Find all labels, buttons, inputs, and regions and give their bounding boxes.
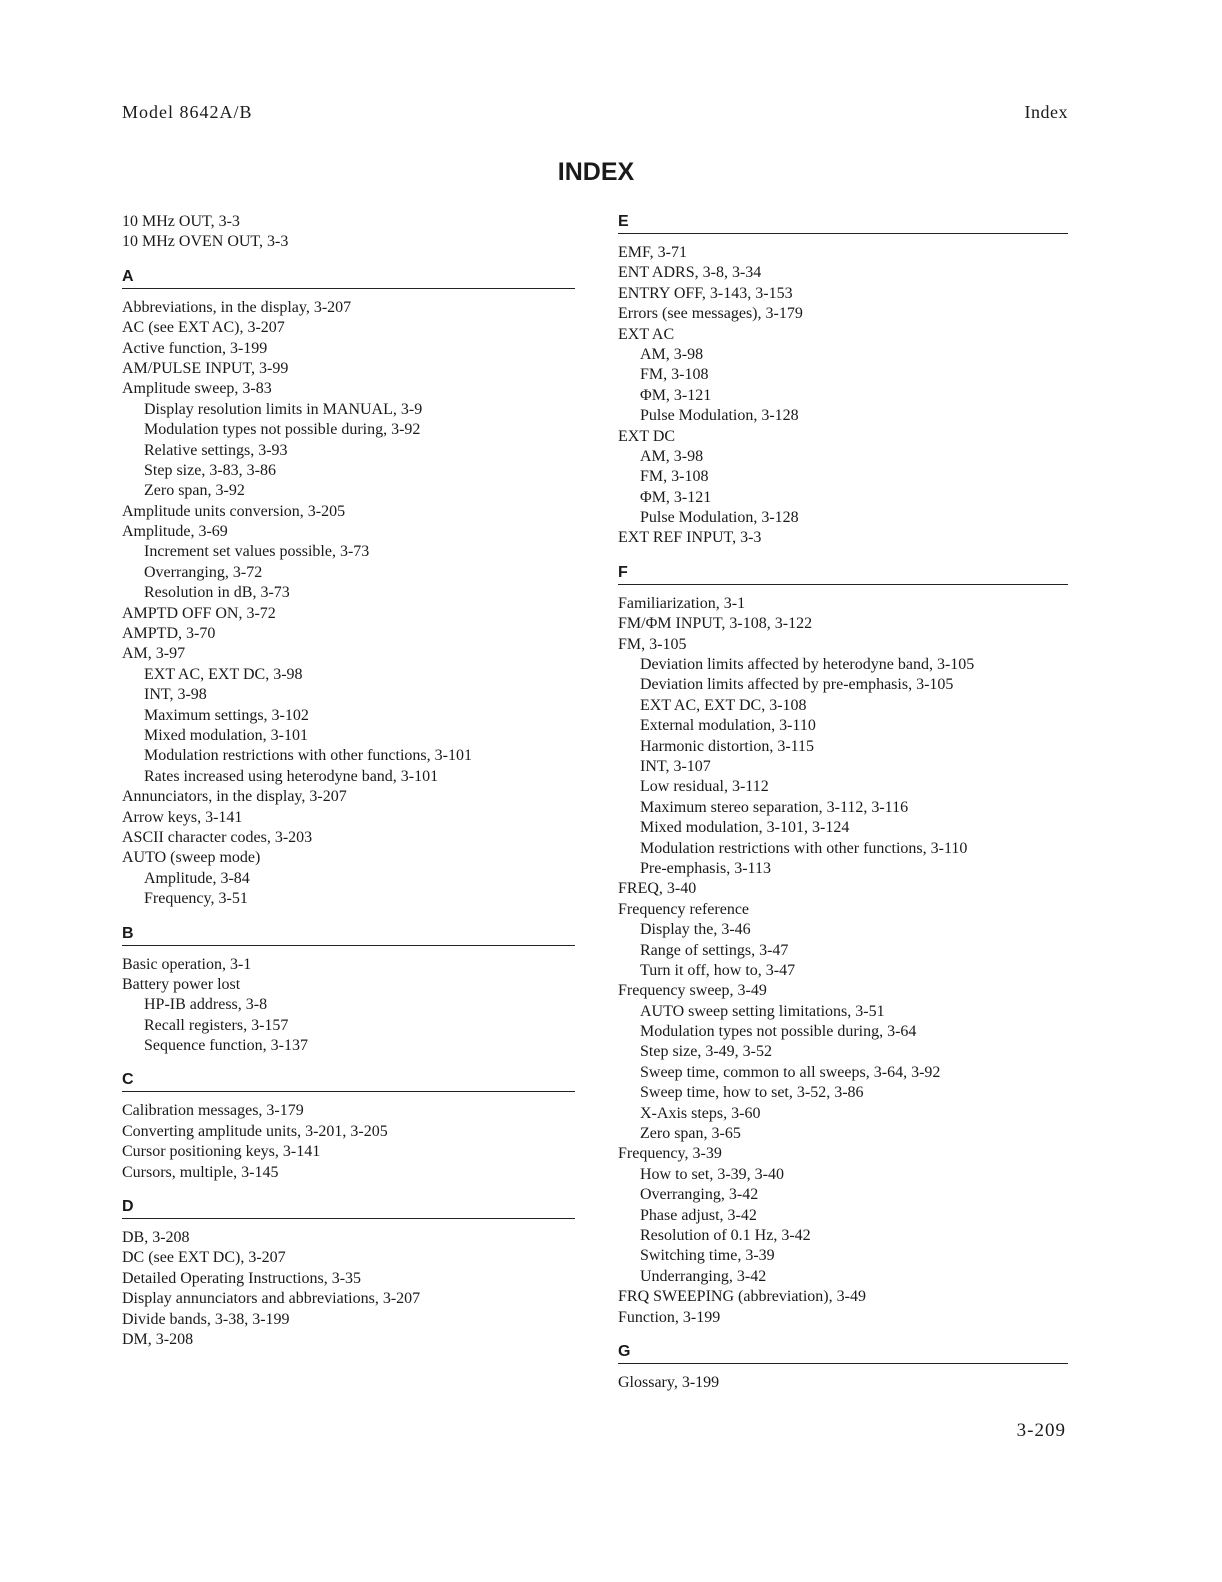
index-subentry: How to set, 3-39, 3-40	[640, 1165, 784, 1183]
section-divider	[618, 584, 1068, 585]
index-subentry: Sweep time, common to all sweeps, 3-64, 3-92	[640, 1063, 941, 1081]
index-entry: Basic operation, 3-1	[122, 955, 252, 973]
index-subentry: Overranging, 3-42	[640, 1186, 759, 1204]
index-subentry: Zero span, 3-92	[144, 482, 245, 500]
index-subentry: Underranging, 3-42	[640, 1267, 767, 1285]
index-entry: Display annunciators and abbreviations, 3-207	[122, 1290, 421, 1308]
section-divider	[122, 945, 575, 946]
index-subentry: Modulation types not possible during, 3-64	[640, 1023, 917, 1041]
index-subentry: Range of settings, 3-47	[640, 941, 789, 959]
section-letter: G	[618, 1342, 631, 1360]
index-entry: FREQ, 3-40	[618, 880, 697, 898]
index-entry: DM, 3-208	[122, 1330, 194, 1348]
index-subentry: Mixed modulation, 3-101	[144, 726, 308, 744]
index-entry: 10 MHz OVEN OUT, 3-3	[122, 233, 289, 251]
index-column-left	[122, 212, 575, 1350]
index-subentry: EXT AC, EXT DC, 3-108	[640, 696, 807, 714]
index-entry: Active function, 3-199	[122, 339, 268, 357]
index-entry: EXT DC	[618, 427, 676, 445]
index-entry: Cursor positioning keys, 3-141	[122, 1143, 321, 1161]
index-subentry: Maximum stereo separation, 3-112, 3-116	[640, 798, 909, 816]
index-entry: ASCII character codes, 3-203	[122, 828, 313, 846]
index-section	[618, 212, 1068, 549]
index-entry: Annunciators, in the display, 3-207	[122, 788, 347, 806]
index-subentry: Switching time, 3-39	[640, 1247, 775, 1265]
index-entry: Detailed Operating Instructions, 3-35	[122, 1269, 362, 1287]
index-entry: Familiarization, 3-1	[618, 594, 746, 612]
page-title: INDEX	[557, 158, 635, 186]
index-entry: Amplitude sweep, 3-83	[122, 380, 272, 398]
index-subentry: Sweep time, how to set, 3-52, 3-86	[640, 1084, 864, 1102]
index-subentry: Sequence function, 3-137	[144, 1037, 308, 1055]
index-subentry: Display the, 3-46	[640, 921, 751, 939]
index-subentry: Mixed modulation, 3-101, 3-124	[640, 819, 850, 837]
section-letter: A	[122, 267, 134, 285]
index-subentry: Harmonic distortion, 3-115	[640, 737, 815, 755]
index-entry: AUTO (sweep mode)	[122, 849, 261, 867]
index-entry: FRQ SWEEPING (abbreviation), 3-49	[618, 1288, 866, 1306]
index-subentry: Resolution of 0.1 Hz, 3-42	[640, 1226, 811, 1244]
index-subentry: External modulation, 3-110	[640, 717, 816, 735]
index-subentry: FM, 3-108	[640, 468, 709, 486]
section-letter: D	[122, 1198, 134, 1216]
index-entry: AMPTD, 3-70	[122, 625, 216, 643]
index-section	[618, 1342, 1068, 1393]
index-subentry: Modulation restrictions with other functions, 3-101	[144, 747, 472, 765]
index-section	[122, 267, 575, 910]
index-entry: DB, 3-208	[122, 1229, 190, 1247]
index-entry: AM, 3-97	[122, 645, 186, 663]
index-entry: Frequency, 3-39	[618, 1145, 722, 1163]
index-subentry: AM, 3-98	[640, 447, 704, 465]
index-subentry: Frequency, 3-51	[144, 890, 248, 908]
section-divider	[122, 1218, 575, 1219]
index-entry: Errors (see messages), 3-179	[618, 305, 803, 323]
index-entry: 10 MHz OUT, 3-3	[122, 213, 240, 230]
index-subentry: Phase adjust, 3-42	[640, 1206, 757, 1224]
index-subentry: Deviation limits affected by heterodyne band, 3-105	[640, 656, 975, 674]
index-subentry: INT, 3-107	[640, 757, 711, 775]
index-subentry: Pre-emphasis, 3-113	[640, 859, 771, 877]
index-entry: Function, 3-199	[618, 1308, 721, 1326]
index-subentry: Zero span, 3-65	[640, 1125, 741, 1143]
page-number: 3-209	[1016, 1420, 1066, 1441]
index-subentry: Turn it off, how to, 3-47	[640, 961, 796, 979]
index-entry: EXT AC	[618, 325, 675, 343]
index-subentry: Pulse Modulation, 3-128	[640, 407, 799, 425]
index-entry: Frequency sweep, 3-49	[618, 982, 767, 1000]
index-subentry: ΦM, 3-121	[640, 488, 712, 506]
index-entry: FM/ΦM INPUT, 3-108, 3-122	[618, 615, 813, 633]
index-subentry: Resolution in dB, 3-73	[144, 584, 290, 602]
index-subentry: Relative settings, 3-93	[144, 441, 288, 459]
index-entry: ENTRY OFF, 3-143, 3-153	[618, 284, 793, 302]
index-subentry: ΦM, 3-121	[640, 386, 712, 404]
running-header-model: Model 8642A/B	[122, 102, 253, 122]
index-entry: Amplitude, 3-69	[122, 523, 228, 541]
index-entry: EXT REF INPUT, 3-3	[618, 529, 762, 547]
section-divider	[122, 1091, 575, 1092]
index-entry: AM/PULSE INPUT, 3-99	[122, 359, 289, 377]
running-header-section: Index	[1024, 102, 1068, 122]
index-subentry: Increment set values possible, 3-73	[144, 543, 370, 561]
index-subentry: Overranging, 3-72	[144, 563, 263, 581]
index-subentry: Step size, 3-83, 3-86	[144, 461, 276, 479]
index-subentry: FM, 3-108	[640, 366, 709, 384]
section-divider	[618, 233, 1068, 234]
index-subentry: Rates increased using heterodyne band, 3-101	[144, 767, 439, 785]
section-letter: B	[122, 924, 134, 942]
index-entry: Glossary, 3-199	[618, 1373, 720, 1391]
index-entry: DC (see EXT DC), 3-207	[122, 1249, 286, 1267]
index-subentry: Recall registers, 3-157	[144, 1016, 289, 1034]
index-subentry: Display resolution limits in MANUAL, 3-9	[144, 400, 423, 418]
index-entry: Calibration messages, 3-179	[122, 1102, 304, 1120]
index-entry: ENT ADRS, 3-8, 3-34	[618, 264, 762, 282]
index-subentry: Pulse Modulation, 3-128	[640, 509, 799, 527]
index-subentry: Step size, 3-49, 3-52	[640, 1043, 772, 1061]
index-entry: Abbreviations, in the display, 3-207	[122, 298, 352, 316]
index-entry: Cursors, multiple, 3-145	[122, 1163, 279, 1181]
index-subentry: X-Axis steps, 3-60	[640, 1104, 761, 1122]
index-section	[122, 1070, 575, 1183]
index-entry: AC (see EXT AC), 3-207	[122, 319, 285, 337]
index-subentry: Modulation restrictions with other functions, 3-110	[640, 839, 968, 857]
index-subentry: Amplitude, 3-84	[144, 869, 250, 887]
index-entry: AMPTD OFF ON, 3-72	[122, 604, 276, 622]
index-subentry: Low residual, 3-112	[640, 778, 769, 796]
index-entry: FM, 3-105	[618, 635, 687, 653]
index-subentry: Modulation types not possible during, 3-92	[144, 421, 421, 439]
index-subentry: AM, 3-98	[640, 345, 704, 363]
section-divider	[618, 1363, 1068, 1364]
index-column-right	[618, 212, 1068, 1393]
index-subentry: Deviation limits affected by pre-emphasis, 3-105	[640, 676, 954, 694]
index-entry: Amplitude units conversion, 3-205	[122, 502, 346, 520]
index-subentry: Maximum settings, 3-102	[144, 706, 309, 724]
index-entry: EMF, 3-71	[618, 244, 687, 261]
index-subentry: INT, 3-98	[144, 686, 207, 704]
index-entry: Frequency reference	[618, 900, 750, 918]
index-section	[618, 563, 1068, 1328]
index-subentry: AUTO sweep setting limitations, 3-51	[640, 1002, 885, 1020]
index-entry: Arrow keys, 3-141	[122, 808, 243, 826]
index-section	[122, 924, 575, 1057]
index-subentry: EXT AC, EXT DC, 3-98	[144, 665, 303, 683]
index-section	[122, 212, 575, 253]
index-entry: Converting amplitude units, 3-201, 3-205	[122, 1122, 388, 1140]
index-entry: Battery power lost	[122, 975, 241, 993]
index-section	[122, 1197, 575, 1350]
index-subentry: HP-IB address, 3-8	[144, 996, 268, 1014]
section-divider	[122, 288, 575, 289]
section-letter: E	[618, 213, 629, 230]
section-letter: C	[122, 1071, 134, 1089]
section-letter: F	[618, 563, 628, 581]
index-entry: Divide bands, 3-38, 3-199	[122, 1310, 290, 1328]
